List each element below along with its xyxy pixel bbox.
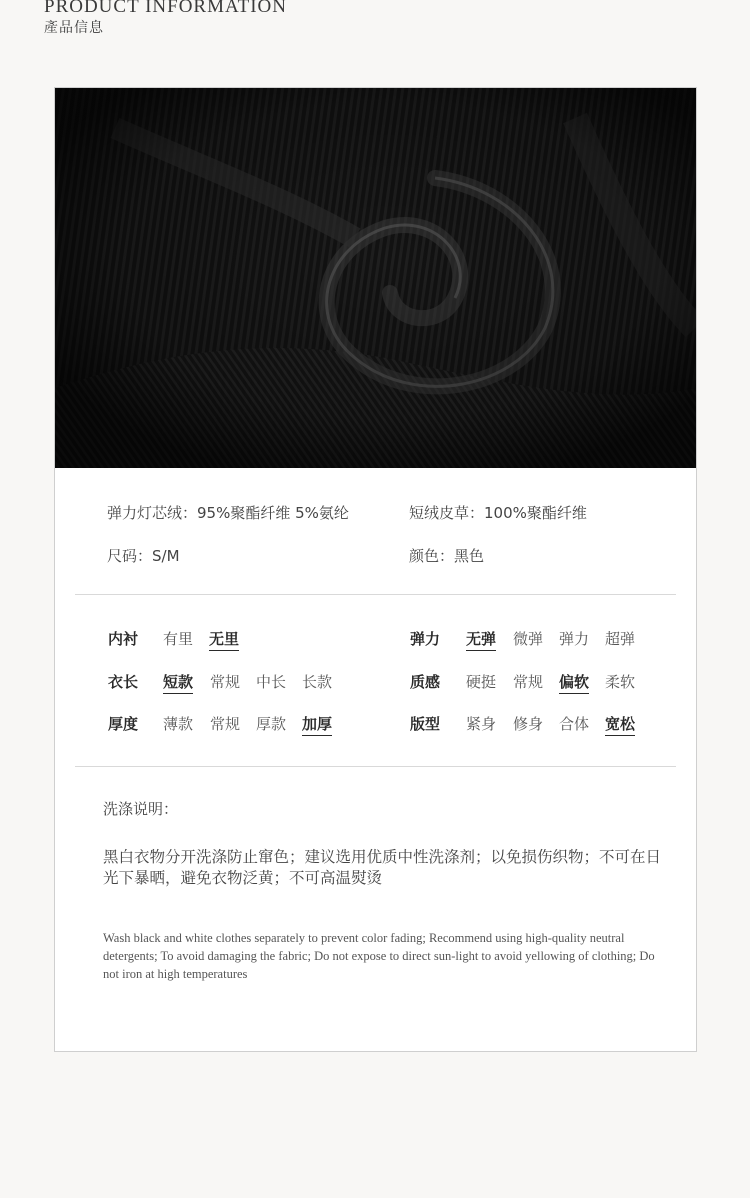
- attr-option: 修身: [513, 715, 544, 733]
- attr-label: 厚度: [108, 715, 139, 733]
- attr-label: 弹力: [410, 630, 441, 648]
- attr-option: 长款: [302, 673, 333, 691]
- attr-label: 质感: [410, 673, 441, 691]
- color-info: 颜色：黑色: [409, 547, 485, 565]
- divider-top: [75, 594, 676, 595]
- attr-option: 常规: [210, 673, 241, 691]
- attr-option-selected: 短款: [163, 671, 193, 694]
- attr-option-selected: 无里: [209, 628, 239, 651]
- wash-instructions-cn: 黑白衣物分开洗涤防止窜色；建议选用优质中性洗涤剂；以免损伤织物；不可在日光下暴晒，避免衣物泛黄；不可高温熨烫: [103, 848, 662, 887]
- attr-option: 常规: [513, 673, 544, 691]
- fabric-composition-1: 弹力灯芯绒：95%聚酯纤维 5%氨纶: [107, 504, 349, 522]
- attr-option-selected: 无弹: [466, 628, 496, 651]
- attr-label: 衣长: [108, 673, 139, 691]
- fabric-composition-2: 短绒皮草：100%聚酯纤维: [409, 504, 587, 522]
- product-info-card: [54, 87, 697, 1052]
- attr-option: 常规: [210, 715, 241, 733]
- attr-option-selected: 加厚: [302, 713, 332, 736]
- attr-label: 版型: [410, 715, 441, 733]
- attr-option: 硬挺: [466, 673, 497, 691]
- attr-option: 超弹: [605, 630, 636, 648]
- attr-option: 厚款: [256, 715, 287, 733]
- header-title-en: PRODUCT INFORMATION: [44, 0, 287, 17]
- attr-option: 弹力: [559, 630, 590, 648]
- attr-option: 微弹: [513, 630, 544, 648]
- wash-title: 洗涤说明：: [103, 800, 179, 818]
- attr-option: 合体: [559, 715, 590, 733]
- attr-option: 中长: [256, 673, 287, 691]
- attr-label: 内衬: [108, 630, 139, 648]
- attr-option: 有里: [163, 630, 194, 648]
- size-info: 尺码：S/M: [107, 547, 180, 565]
- attr-option: 薄款: [163, 715, 194, 733]
- divider-bottom: [75, 766, 676, 767]
- header-title-cn: 產品信息: [44, 20, 104, 36]
- attr-option-selected: 宽松: [605, 713, 635, 736]
- attr-option: 紧身: [466, 715, 497, 733]
- attr-option-selected: 偏软: [559, 671, 589, 694]
- attr-option: 柔软: [605, 673, 636, 691]
- fabric-photo: [55, 88, 697, 468]
- wash-instructions-en: Wash black and white clothes separately to prevent color fading; Recommend using high-quality neutral detergents; To avoid damaging the fabric; Do not expose to direct sun-light to avoid yellowing of clothing; Do not iron at high temperatures: [103, 931, 655, 981]
